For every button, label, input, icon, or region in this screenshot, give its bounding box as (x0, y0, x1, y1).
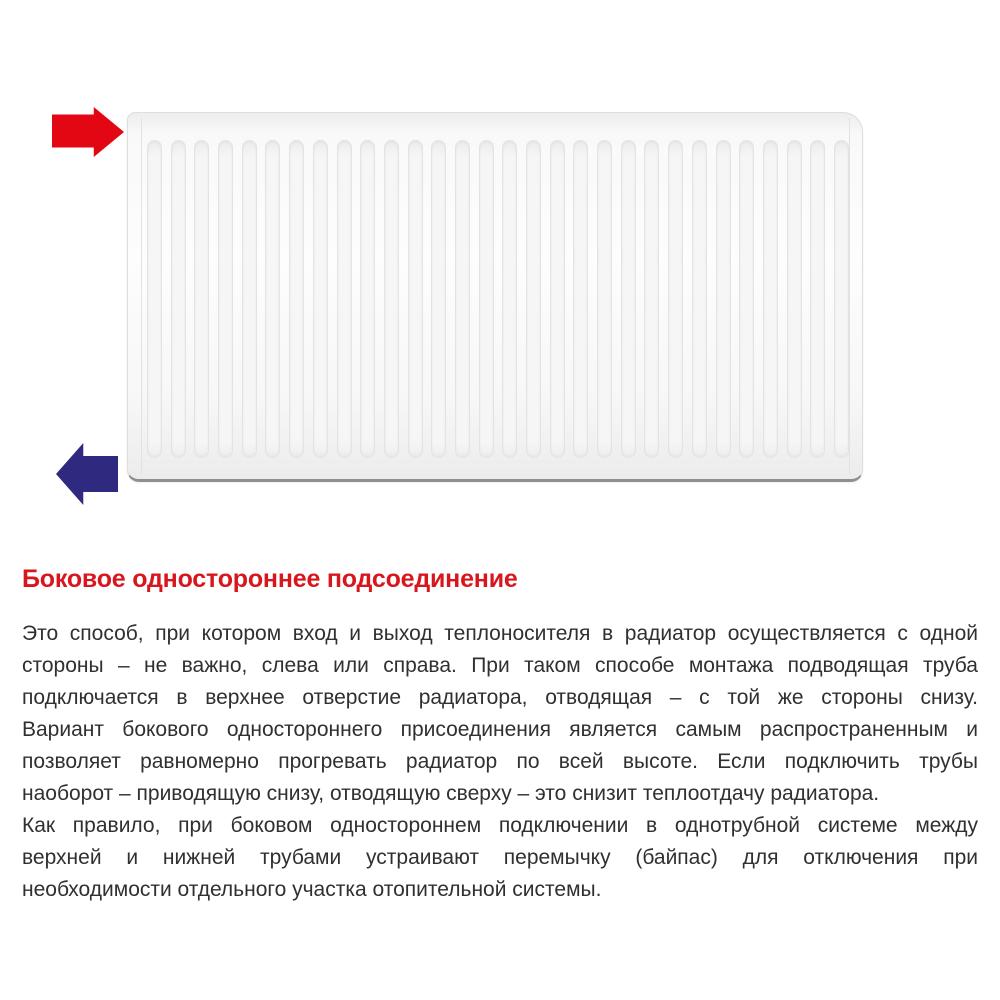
section-title: Боковое одностороннее подсоединение (22, 565, 518, 593)
paragraph-line: наоборот – приводящую снизу, отводящую сверху – это снизит теплоотдачу радиатора. (22, 782, 880, 805)
radiator-groove (265, 140, 280, 458)
radiator-groove (242, 140, 257, 458)
radiator-groove (147, 140, 162, 458)
radiator-groove (218, 140, 233, 458)
radiator-groove (787, 140, 802, 458)
radiator-groove (597, 140, 612, 458)
radiator-groove (455, 140, 470, 458)
radiator-groove (763, 140, 778, 458)
paragraph-line: стороны – не важно, слева или справа. При таком способе монтажа подводящая труба (22, 654, 978, 677)
radiator-groove (408, 140, 423, 458)
radiator-grooves (147, 140, 849, 458)
paragraph-line: необходимости отдельного участка отопительной системы. (22, 878, 602, 901)
radiator-groove (337, 140, 352, 458)
radiator-groove (621, 140, 636, 458)
radiator-groove (573, 140, 588, 458)
radiator-groove (431, 140, 446, 458)
radiator-groove (739, 140, 754, 458)
paragraph-line: позволяет равномерно прогревать радиатор по всей высоте. Если подключить трубы (22, 750, 978, 773)
paragraph-line: Вариант бокового одностороннего присоединения является самым распространенным и (22, 718, 978, 741)
radiator-right-seam (849, 118, 850, 474)
radiator-groove (810, 140, 825, 458)
radiator-groove (668, 140, 683, 458)
radiator-groove (834, 140, 849, 458)
radiator-groove (313, 140, 328, 458)
article-body (22, 618, 978, 906)
radiator-groove (644, 140, 659, 458)
radiator-groove (502, 140, 517, 458)
radiator-groove (550, 140, 565, 458)
radiator-groove (360, 140, 375, 458)
radiator-groove (692, 140, 707, 458)
radiator-groove (289, 140, 304, 458)
radiator-groove (526, 140, 541, 458)
radiator-left-seam (141, 118, 142, 474)
radiator-groove (171, 140, 186, 458)
radiator-groove (716, 140, 731, 458)
paragraph-line: подключается в верхнее отверстие радиатора, отводящая – с той же стороны снизу. (22, 686, 978, 709)
radiator-groove (384, 140, 399, 458)
outlet-flow-left-arrow-icon (56, 443, 118, 505)
radiator-groove (194, 140, 209, 458)
paragraph-line: Как правило, при боковом одностороннем подключении в однотрубной системе между (22, 814, 978, 837)
radiator-illustration (127, 112, 863, 482)
radiator-groove (479, 140, 494, 458)
inlet-flow-right-arrow-icon (52, 107, 124, 157)
paragraph-line: верхней и нижней трубами устраивают перемычку (байпас) для отключения при (22, 846, 978, 869)
paragraph-line: Это способ, при котором вход и выход теплоносителя в радиатор осуществляется с одной (22, 622, 978, 645)
